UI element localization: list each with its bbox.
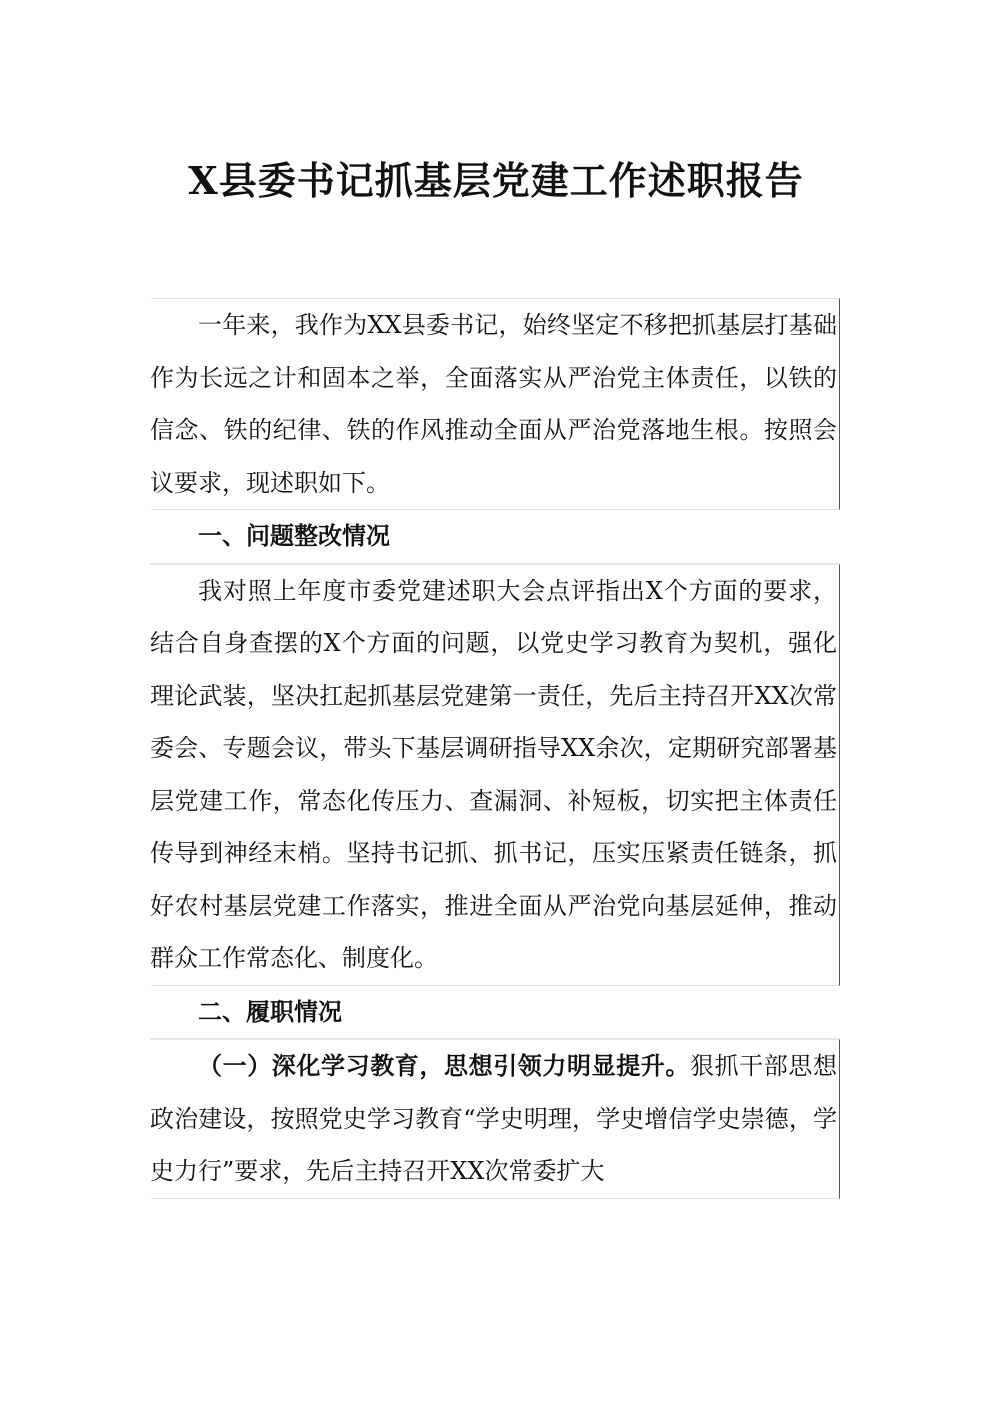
document-body	[150, 298, 840, 1199]
subsection-body: 狠抓干部思想政治建设，按照党史学习教育“学史明理，学史增信学史崇德，学史力行”要求，先后主持召开XX次常委扩大	[150, 1052, 837, 1185]
document-title: X县委书记抓基层党建工作述职报告	[188, 158, 804, 203]
section-1-paragraph: 我对照上年度市委党建述职大会点评指出X个方面的要求，结合自身查摆的X个方面的问题，以党史学习教育为契机，强化理论武装，坚决扛起抓基层党建第一责任，先后主持召开XX次常委会、专题会议，带头下基层调研指导XX余次，定期研究部署基层党建工作，常态化传压力、查漏洞、补短板，切实把主体责任传导到神经末梢。坚持书记抓、抓书记，压实压紧责任链条，抓好农村基层党建工作落实，推进全面从严治党向基层延伸，推动群众工作常态化、制度化。	[150, 564, 840, 986]
subsection-lead: （一）深化学习教育，思想引领力明显提升。	[198, 1052, 690, 1080]
intro-paragraph: 一年来，我作为XX县委书记，始终坚定不移把抓基层打基础作为长远之计和固本之举，全面落实从严治党主体责任，以铁的信念、铁的纪律、铁的作风推动全面从严治党落地生根。按照会议要求，现述职如下。	[150, 298, 840, 510]
section-2-paragraph-1	[150, 1039, 840, 1199]
section-heading-2: 二、履职情况	[150, 986, 840, 1040]
section-heading-1: 一、问题整改情况	[150, 510, 840, 564]
